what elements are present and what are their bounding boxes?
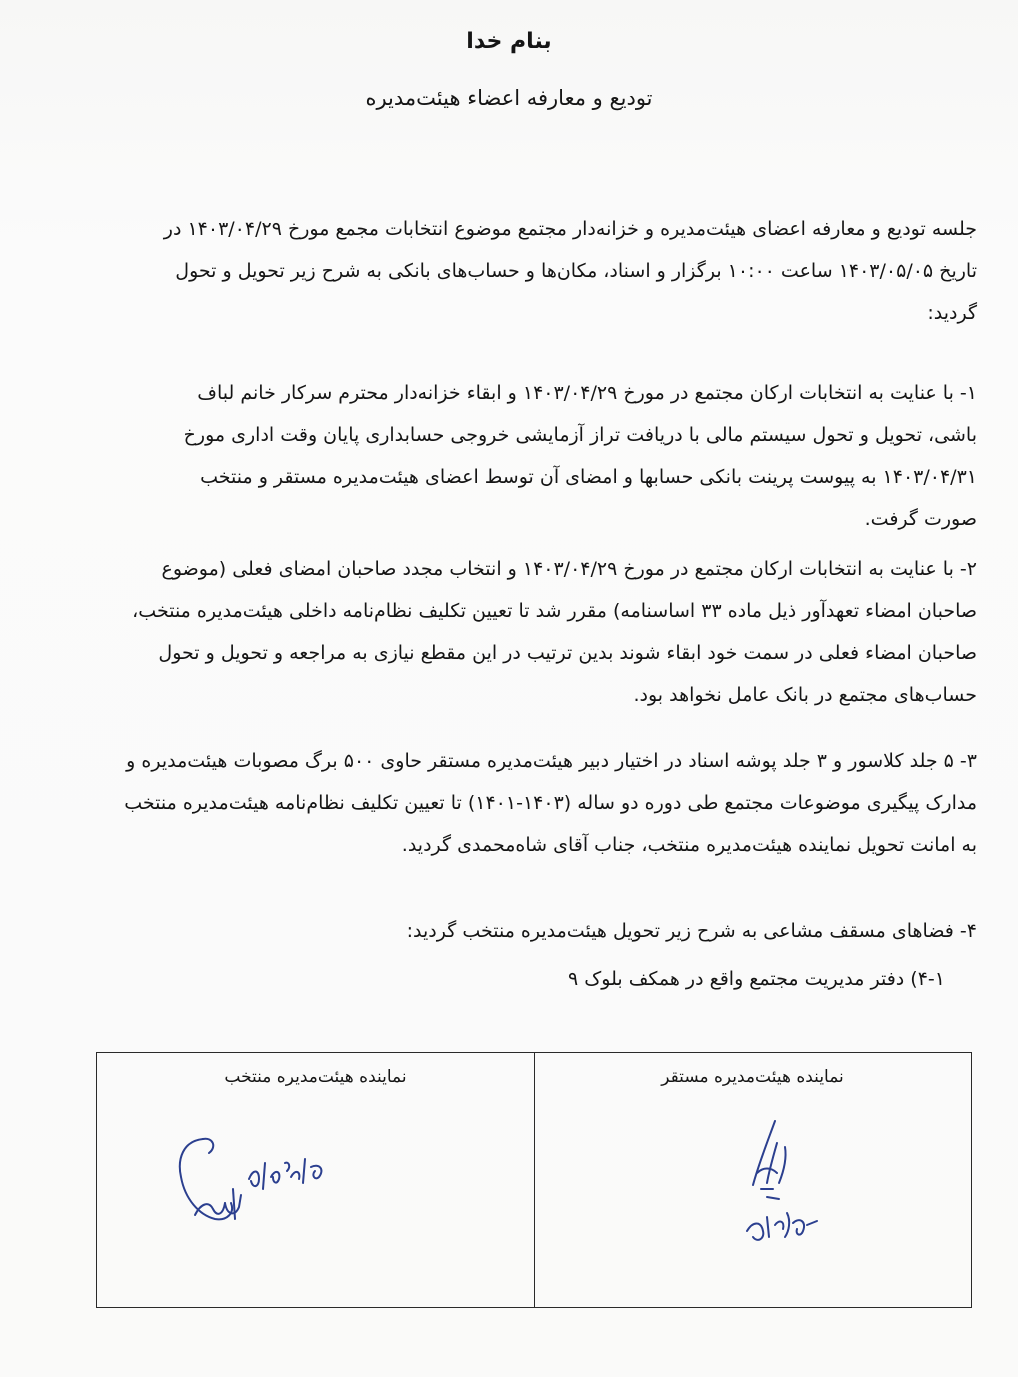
- svg-text:۱۴۰۳/۵/۵: ۱۴۰۳/۵/۵: [173, 1119, 177, 1120]
- incumbent-representative-signature: [727, 1113, 827, 1263]
- item-3-paragraph: ۳- ۵ جلد کلاسور و ۳ جلد پوشه اسناد در اختیار دبیر هیئت‌مدیره مستقر حاوی ۵۰۰ برگ مصوبات هیئت‌مدیره و مدارک پیگیری موضوعات مجتمع طی دوره دو ساله (۱۴۰۳-۱۴۰۱) تا تعیین تکلیف نظام‌نامه هیئت‌مدیره منتخب به امانت تحویل نماینده هیئت‌مدیره منتخب، جناب آقای شاه‌محمدی گردید.: [124, 750, 977, 856]
- signature-table: [96, 1052, 972, 1308]
- intro-paragraph: جلسه تودیع و معارفه اعضای هیئت‌مدیره و خزانه‌دار مجتمع موضوع انتخابات مجمع مورخ ۱۴۰۳/۰۴/۲۹ در تاریخ ۱۴۰۳/۰۵/۰۵ ساعت ۱۰:۰۰ برگزار و اسناد، مکان‌ها و حساب‌های بانکی به شرح زیر تحویل و تحول گردید:: [163, 218, 977, 324]
- svg-text:رسول ناصری: رسول ناصری: [727, 1113, 733, 1114]
- elected-board-label: نماینده هیئت‌مدیره منتخب: [224, 1067, 407, 1087]
- item-1-paragraph: ۱- با عنایت به انتخابات ارکان مجتمع در مورخ ۱۴۰۳/۰۴/۲۹ و ابقاء خزانه‌دار محترم سرکار خانم لباف باشی، تحویل و تحول سیستم مالی با دریافت تراز آزمایشی خروجی حسابداری پایان وقت اداری مورخ ۱۴۰۳/۰۴/۳۱ به پیوست پرینت بانکی حسابها و امضای آن توسط اعضای هیئت‌مدیره مستقر و منتخب صورت گرفت.: [183, 382, 977, 530]
- item-4-paragraph: ۴- فضاهای مسقف مشاعی به شرح زیر تحویل هیئت‌مدیره منتخب گردید:: [406, 920, 977, 942]
- document-title: بنام خدا: [466, 29, 552, 54]
- document-subtitle: تودیع و معارفه اعضاء هیئت‌مدیره: [365, 86, 653, 110]
- item-2-paragraph: ۲- با عنایت به انتخابات ارکان مجتمع در مورخ ۱۴۰۳/۰۴/۲۹ و انتخاب مجدد صاحبان امضای فعلی (موضوع صاحبان امضاء تعهدآور ذیل ماده ۳۳ اساسنامه) مقرر شد تا تعیین تکلیف نظام‌نامه داخلی هیئت‌مدیره منتخب، صاحبان امضاء فعلی در سمت خود ابقاء شوند بدین ترتیب در این مقطع نیازی به مراجعه و تحویل و تحول حساب‌های مجتمع در بانک عامل نخواهد بود.: [132, 558, 977, 706]
- item-4-1-paragraph: ۴-۱) دفتر مدیریت مجتمع واقع در همکف بلوک ۹: [568, 968, 945, 990]
- incumbent-board-label: نماینده هیئت‌مدیره مستقر: [661, 1067, 844, 1087]
- elected-representative-signature: [173, 1119, 333, 1229]
- signature-table-divider: [534, 1053, 535, 1307]
